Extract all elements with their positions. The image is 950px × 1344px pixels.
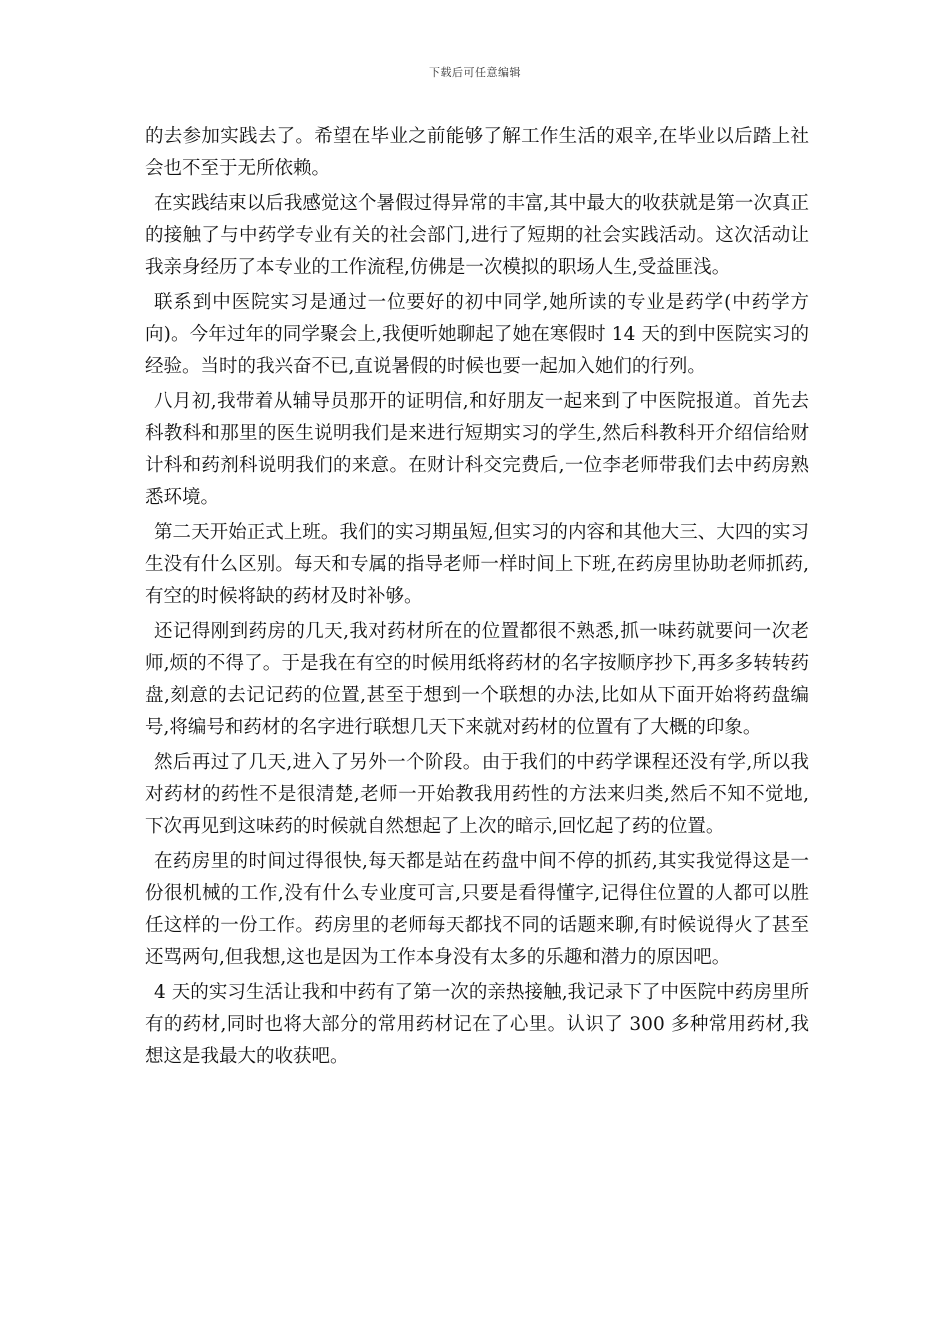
paragraph: 联系到中医院实习是通过一位要好的初中同学,她所读的专业是药学(中药学方向)。今年过年的同学聚会上,我便听她聊起了她在寒假时 14 天的到中医院实习的经验。当时的我兴奋不已,直说暑假的时候也要一起加入她们的行列。 bbox=[145, 292, 809, 377]
paragraph: 在药房里的时间过得很快,每天都是站在药盘中间不停的抓药,其实我觉得这是一份很机械的工作,没有什么专业度可言,只要是看得懂字,记得住位置的人都可以胜任这样的一份工作。药房里的老师每天都找不同的话题来聊,有时候说得火了甚至还骂两句,但我想,这也是因为工作本身没有太多的乐趣和潜力的原因吧。 bbox=[145, 851, 809, 968]
page-header: 下载后可任意编辑 bbox=[429, 66, 521, 79]
paragraph: 八月初,我带着从辅导员那开的证明信,和好朋友一起来到了中医院报道。首先去科教科和那里的医生说明我们是来进行短期实习的学生,然后科教科开介绍信给财计科和药剂科说明我们的来意。在财计科交完费后,一位李老师带我们去中药房熟悉环境。 bbox=[145, 391, 809, 508]
paragraph: 然后再过了几天,进入了另外一个阶段。由于我们的中药学课程还没有学,所以我对药材的药性不是很清楚,老师一开始教我用药性的方法来归类,然后不知不觉地,下次再见到这味药的时候就自然想起了上次的暗示,回忆起了药的位置。 bbox=[145, 752, 809, 837]
paragraph: 在实践结束以后我感觉这个暑假过得异常的丰富,其中最大的收获就是第一次真正的接触了与中药学专业有关的社会部门,进行了短期的社会实践活动。这次活动让我亲身经历了本专业的工作流程,仿佛是一次模拟的职场人生,受益匪浅。 bbox=[145, 193, 809, 278]
paragraph: 第二天开始正式上班。我们的实习期虽短,但实习的内容和其他大三、大四的实习生没有什么区别。每天和专属的指导老师一样时间上下班,在药房里协助老师抓药,有空的时候将缺的药材及时补够。 bbox=[145, 522, 809, 607]
paragraph: 还记得刚到药房的几天,我对药材所在的位置都很不熟悉,抓一味药就要问一次老师,烦的不得了。于是我在有空的时候用纸将药材的名字按顺序抄下,再多多转转药盘,刻意的去记记药的位置,甚至于想到一个联想的办法,比如从下面开始将药盘编号,将编号和药材的名字进行联想几天下来就对药材的位置有了大概的印象。 bbox=[145, 621, 809, 738]
document-body bbox=[145, 121, 809, 1076]
paragraph: 4 天的实习生活让我和中药有了第一次的亲热接触,我记录下了中医院中药房里所有的药材,同时也将大部分的常用药材记在了心里。认识了 300 多种常用药材,我想这是我最大的收获吧。 bbox=[145, 982, 809, 1067]
paragraph-continuation: 的去参加实践去了。希望在毕业之前能够了解工作生活的艰辛,在毕业以后踏上社会也不至于无所依赖。 bbox=[145, 126, 809, 179]
